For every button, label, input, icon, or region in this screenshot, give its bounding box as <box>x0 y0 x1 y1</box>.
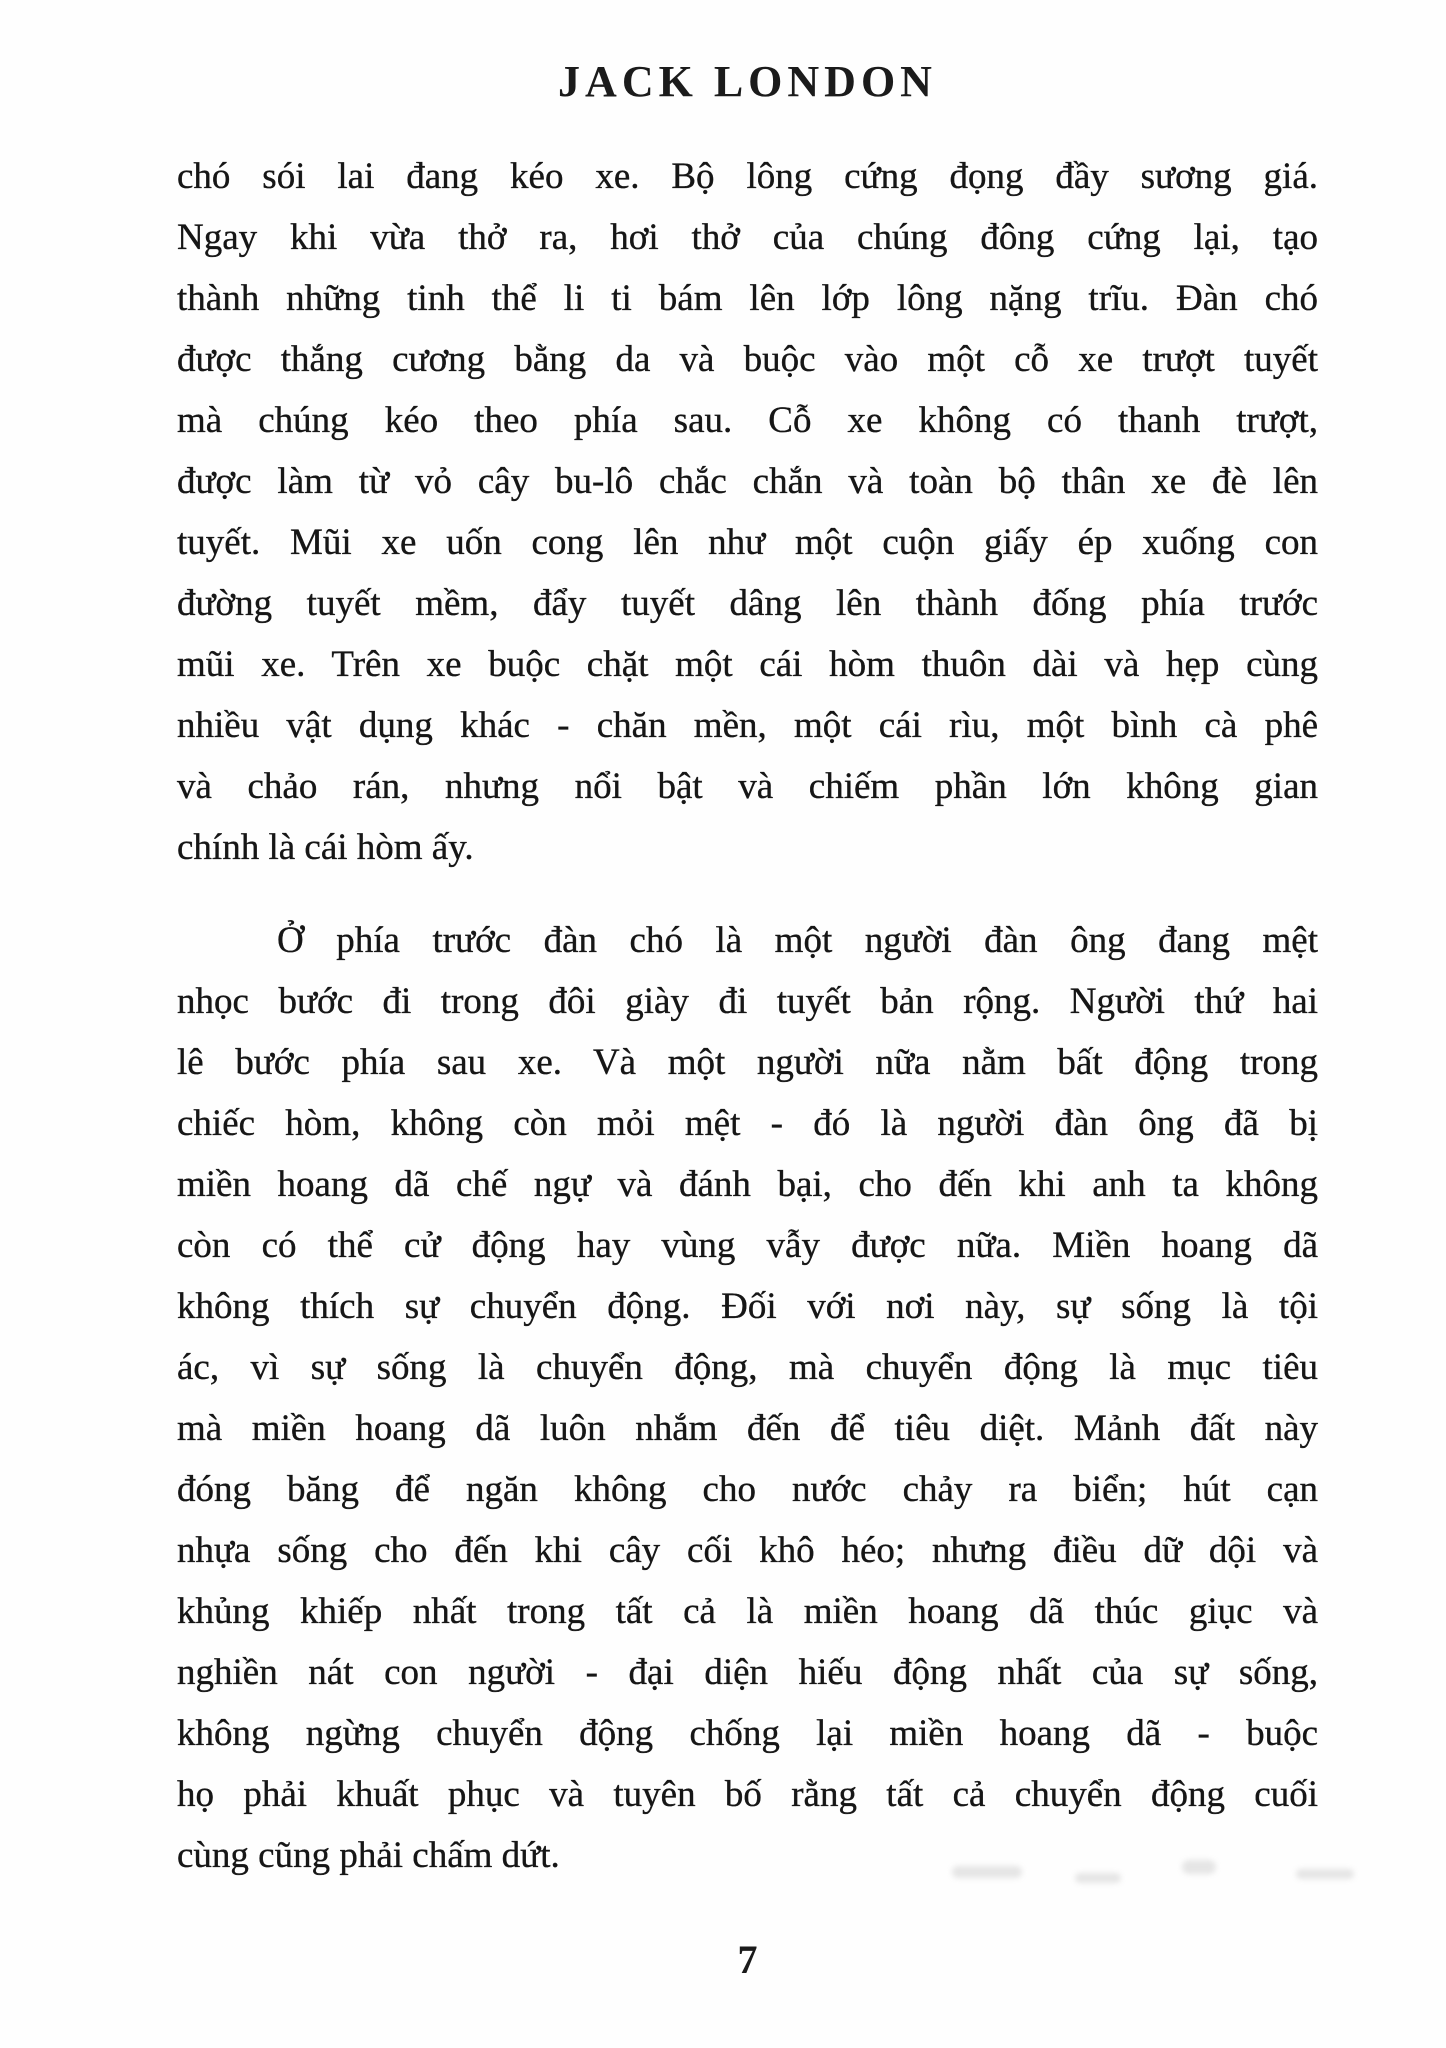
text-line: khủng khiếp nhất trong tất cả là miền hoang dã thúc giục và <box>177 1591 1318 1632</box>
text-line: họ phải khuất phục và tuyên bố rằng tất cả chuyển động cuối <box>177 1774 1318 1815</box>
text-line: Ở phía trước đàn chó là một người đàn ông đang mệt <box>277 920 1318 961</box>
text-line: tuyết. Mũi xe uốn cong lên như một cuộn giấy ép xuống con <box>177 522 1318 563</box>
text-line: lê bước phía sau xe. Và một người nữa nằm bất động trong <box>177 1042 1318 1083</box>
text-line: được thắng cương bằng da và buộc vào một cỗ xe trượt tuyết <box>177 339 1318 380</box>
scan-artifact <box>1075 1873 1121 1883</box>
text-line: và chảo rán, nhưng nổi bật và chiếm phần lớn không gian <box>177 766 1318 807</box>
scan-artifact <box>952 1866 1022 1878</box>
page-header <box>177 56 1318 107</box>
text-line: còn có thể cử động hay vùng vẫy được nữa. Miền hoang dã <box>177 1225 1318 1266</box>
text-line: nghiền nát con người - đại diện hiếu động nhất của sự sống, <box>177 1652 1318 1693</box>
author-name: JACK LONDON <box>558 57 937 106</box>
paragraph-1 <box>177 146 1318 878</box>
text-line: mà chúng kéo theo phía sau. Cỗ xe không có thanh trượt, <box>177 400 1318 441</box>
text-line: cùng cũng phải chấm dứt. <box>177 1835 560 1876</box>
text-line: không thích sự chuyển động. Đối với nơi này, sự sống là tội <box>177 1286 1318 1327</box>
text-line: đóng băng để ngăn không cho nước chảy ra biển; hút cạn <box>177 1469 1318 1510</box>
text-line: nhọc bước đi trong đôi giày đi tuyết bản rộng. Người thứ hai <box>177 981 1318 1022</box>
text-line: Ngay khi vừa thở ra, hơi thở của chúng đông cứng lại, tạo <box>177 217 1318 258</box>
scan-artifact <box>1182 1860 1216 1874</box>
text-line: không ngừng chuyển động chống lại miền hoang dã - buộc <box>177 1713 1318 1754</box>
body-text <box>177 146 1318 1886</box>
text-line: nhiều vật dụng khác - chăn mền, một cái rìu, một bình cà phê <box>177 705 1318 746</box>
paragraph-2 <box>177 910 1318 1886</box>
text-line: mũi xe. Trên xe buộc chặt một cái hòm thuôn dài và hẹp cùng <box>177 644 1318 685</box>
page-number: 7 <box>737 1937 758 1982</box>
text-line: thành những tinh thể li ti bám lên lớp lông nặng trĩu. Đàn chó <box>177 278 1318 319</box>
text-line: chính là cái hòm ấy. <box>177 827 474 868</box>
text-line: chó sói lai đang kéo xe. Bộ lông cứng đọng đầy sương giá. <box>177 156 1318 197</box>
scan-artifact <box>1296 1869 1354 1879</box>
text-line: miền hoang dã chế ngự và đánh bại, cho đến khi anh ta không <box>177 1164 1318 1205</box>
text-line: ác, vì sự sống là chuyển động, mà chuyển động là mục tiêu <box>177 1347 1318 1388</box>
text-line: đường tuyết mềm, đẩy tuyết dâng lên thành đống phía trước <box>177 583 1318 624</box>
text-line: nhựa sống cho đến khi cây cối khô héo; nhưng điều dữ dội và <box>177 1530 1318 1571</box>
text-line: chiếc hòm, không còn mỏi mệt - đó là người đàn ông đã bị <box>177 1103 1318 1144</box>
text-line: mà miền hoang dã luôn nhắm đến để tiêu diệt. Mảnh đất này <box>177 1408 1318 1449</box>
text-line: được làm từ vỏ cây bu-lô chắc chắn và toàn bộ thân xe đè lên <box>177 461 1318 502</box>
